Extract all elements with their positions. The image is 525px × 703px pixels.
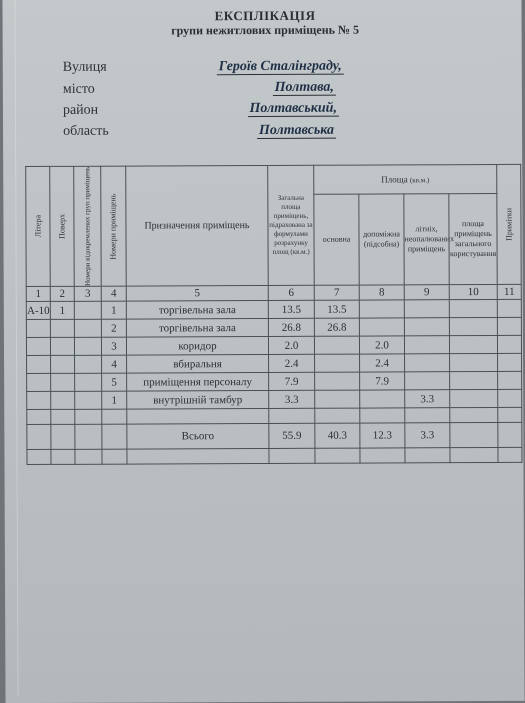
- total-area-sum: 55.9: [269, 423, 315, 448]
- cell-litera: А-10: [26, 302, 50, 320]
- table-row: [26, 317, 521, 337]
- total-summer-sum: 3.3: [405, 423, 450, 448]
- cell-aux: [359, 300, 404, 318]
- street-value: Героїв Сталінграду,: [217, 59, 344, 76]
- header-notes: Примітки: [497, 164, 522, 284]
- cell-room: 1: [102, 391, 127, 409]
- cell-floor: [51, 373, 75, 391]
- cell-common: [449, 300, 497, 318]
- cell-aux: 2.4: [360, 354, 405, 372]
- city-value: Полтава,: [273, 80, 336, 96]
- cell-room: 1: [101, 301, 126, 319]
- column-number: 11: [497, 284, 521, 299]
- document-title: ЕКСПЛІКАЦІЯ: [214, 7, 316, 24]
- cell-group: [75, 391, 102, 409]
- cell-common: [449, 336, 497, 354]
- cell-litera: [27, 356, 51, 374]
- table-row: [27, 353, 522, 373]
- cell-aux: 2.0: [359, 336, 404, 354]
- header-total-area: Загальна площа приміщень, підрахована за формулами розрахунку площ (кв.м.): [268, 165, 315, 285]
- cell-summer: 3.3: [405, 390, 450, 408]
- header-main-area: основна: [314, 194, 359, 285]
- cell-notes: [497, 299, 521, 317]
- page-fold-line: [14, 0, 18, 697]
- cell-total: 13.5: [268, 300, 314, 318]
- cell-room: 4: [102, 355, 127, 373]
- cell-main: 13.5: [314, 300, 359, 318]
- cell-main: 26.8: [314, 318, 359, 336]
- cell-litera: [26, 320, 50, 338]
- cell-common: [450, 390, 498, 408]
- cell-group: [75, 373, 102, 391]
- cell-summer: [404, 300, 449, 318]
- cell-summer: [404, 336, 449, 354]
- column-number: 8: [359, 285, 404, 300]
- total-aux-sum: 12.3: [360, 423, 405, 448]
- column-number: 4: [101, 286, 126, 301]
- cell-litera: [26, 338, 50, 356]
- total-label: Всього: [127, 424, 269, 450]
- cell-summer: [404, 318, 449, 336]
- header-group-numbers: Номери відокремлених груп приміщень: [74, 166, 102, 286]
- street-label: Вулиця: [62, 59, 107, 75]
- cell-total: 26.8: [268, 318, 314, 336]
- cell-notes: [497, 317, 521, 335]
- table-row: [27, 389, 522, 409]
- cell-group: [74, 301, 101, 319]
- header-room-numbers: Номери приміщень: [101, 166, 127, 286]
- blank-row: [27, 447, 522, 464]
- cell-notes: [498, 389, 522, 407]
- cell-common: [450, 354, 498, 372]
- cell-common: [450, 372, 498, 390]
- cell-group: [75, 355, 102, 373]
- explication-table: [25, 164, 522, 465]
- cell-total: 7.9: [269, 372, 315, 390]
- total-main-sum: 40.3: [315, 423, 360, 448]
- cell-aux: [360, 390, 405, 408]
- cell-floor: [51, 355, 75, 373]
- cell-group: [74, 337, 101, 355]
- column-number: 3: [74, 286, 101, 301]
- cell-floor: [50, 337, 74, 355]
- column-number: 1: [26, 287, 50, 302]
- cell-purpose: приміщення персоналу: [127, 373, 269, 392]
- cell-notes: [497, 335, 521, 353]
- cell-purpose: торгівельна зала: [126, 301, 268, 320]
- header-summer-area: літніх, неопалюваних приміщень: [404, 194, 449, 285]
- cell-summer: [405, 354, 450, 372]
- cell-floor: [51, 391, 75, 409]
- column-number: 9: [404, 285, 449, 300]
- cell-main: [315, 354, 360, 372]
- cell-main: [314, 336, 359, 354]
- total-row: [27, 422, 522, 449]
- district-label: район: [62, 102, 99, 118]
- cell-litera: [27, 374, 51, 392]
- column-number: 6: [268, 285, 314, 300]
- cell-purpose: торгівельна зала: [126, 319, 268, 338]
- cell-aux: [359, 318, 404, 336]
- header-litera: Літера: [26, 166, 51, 286]
- cell-room: 3: [101, 337, 126, 355]
- cell-room: 2: [101, 319, 126, 337]
- city-label: місто: [62, 81, 95, 97]
- cell-floor: [50, 319, 74, 337]
- table-row: [27, 371, 522, 391]
- header-common-area: площа приміщень загального користування: [449, 193, 497, 284]
- column-number: 5: [126, 286, 268, 302]
- cell-purpose: вбиральня: [127, 355, 269, 374]
- cell-aux: 7.9: [360, 372, 405, 390]
- document-sheet: [2, 0, 524, 703]
- column-number: 2: [50, 286, 74, 301]
- header-area-group: Площа (кв.м.): [314, 164, 497, 194]
- cell-floor: 1: [50, 301, 74, 319]
- cell-group: [74, 319, 101, 337]
- header-purpose: Призначення приміщень: [126, 165, 269, 286]
- header-floor: Поверх: [50, 166, 75, 286]
- document-subtitle: групи нежитлових приміщень № 5: [171, 22, 360, 38]
- cell-main: [315, 372, 360, 390]
- cell-purpose: коридор: [126, 337, 268, 356]
- cell-room: 5: [102, 373, 127, 391]
- cell-total: 3.3: [269, 390, 315, 408]
- cell-litera: [27, 392, 51, 410]
- cell-total: 2.4: [269, 354, 315, 372]
- region-value: Полтавська: [257, 123, 336, 139]
- cell-notes: [498, 353, 522, 371]
- cell-common: [449, 318, 497, 336]
- cell-notes: [498, 371, 522, 389]
- header-auxiliary-area: допоміжна (підсобна): [359, 194, 404, 285]
- column-number: 7: [314, 285, 359, 300]
- district-value: Полтавський,: [247, 101, 339, 117]
- cell-summer: [405, 372, 450, 390]
- cell-purpose: внутрішній тамбур: [127, 391, 269, 410]
- cell-total: 2.0: [268, 336, 314, 354]
- column-number: 10: [449, 285, 497, 300]
- table-row: [26, 299, 521, 319]
- cell-main: [315, 390, 360, 408]
- table-row: [26, 335, 521, 355]
- region-label: область: [63, 123, 109, 139]
